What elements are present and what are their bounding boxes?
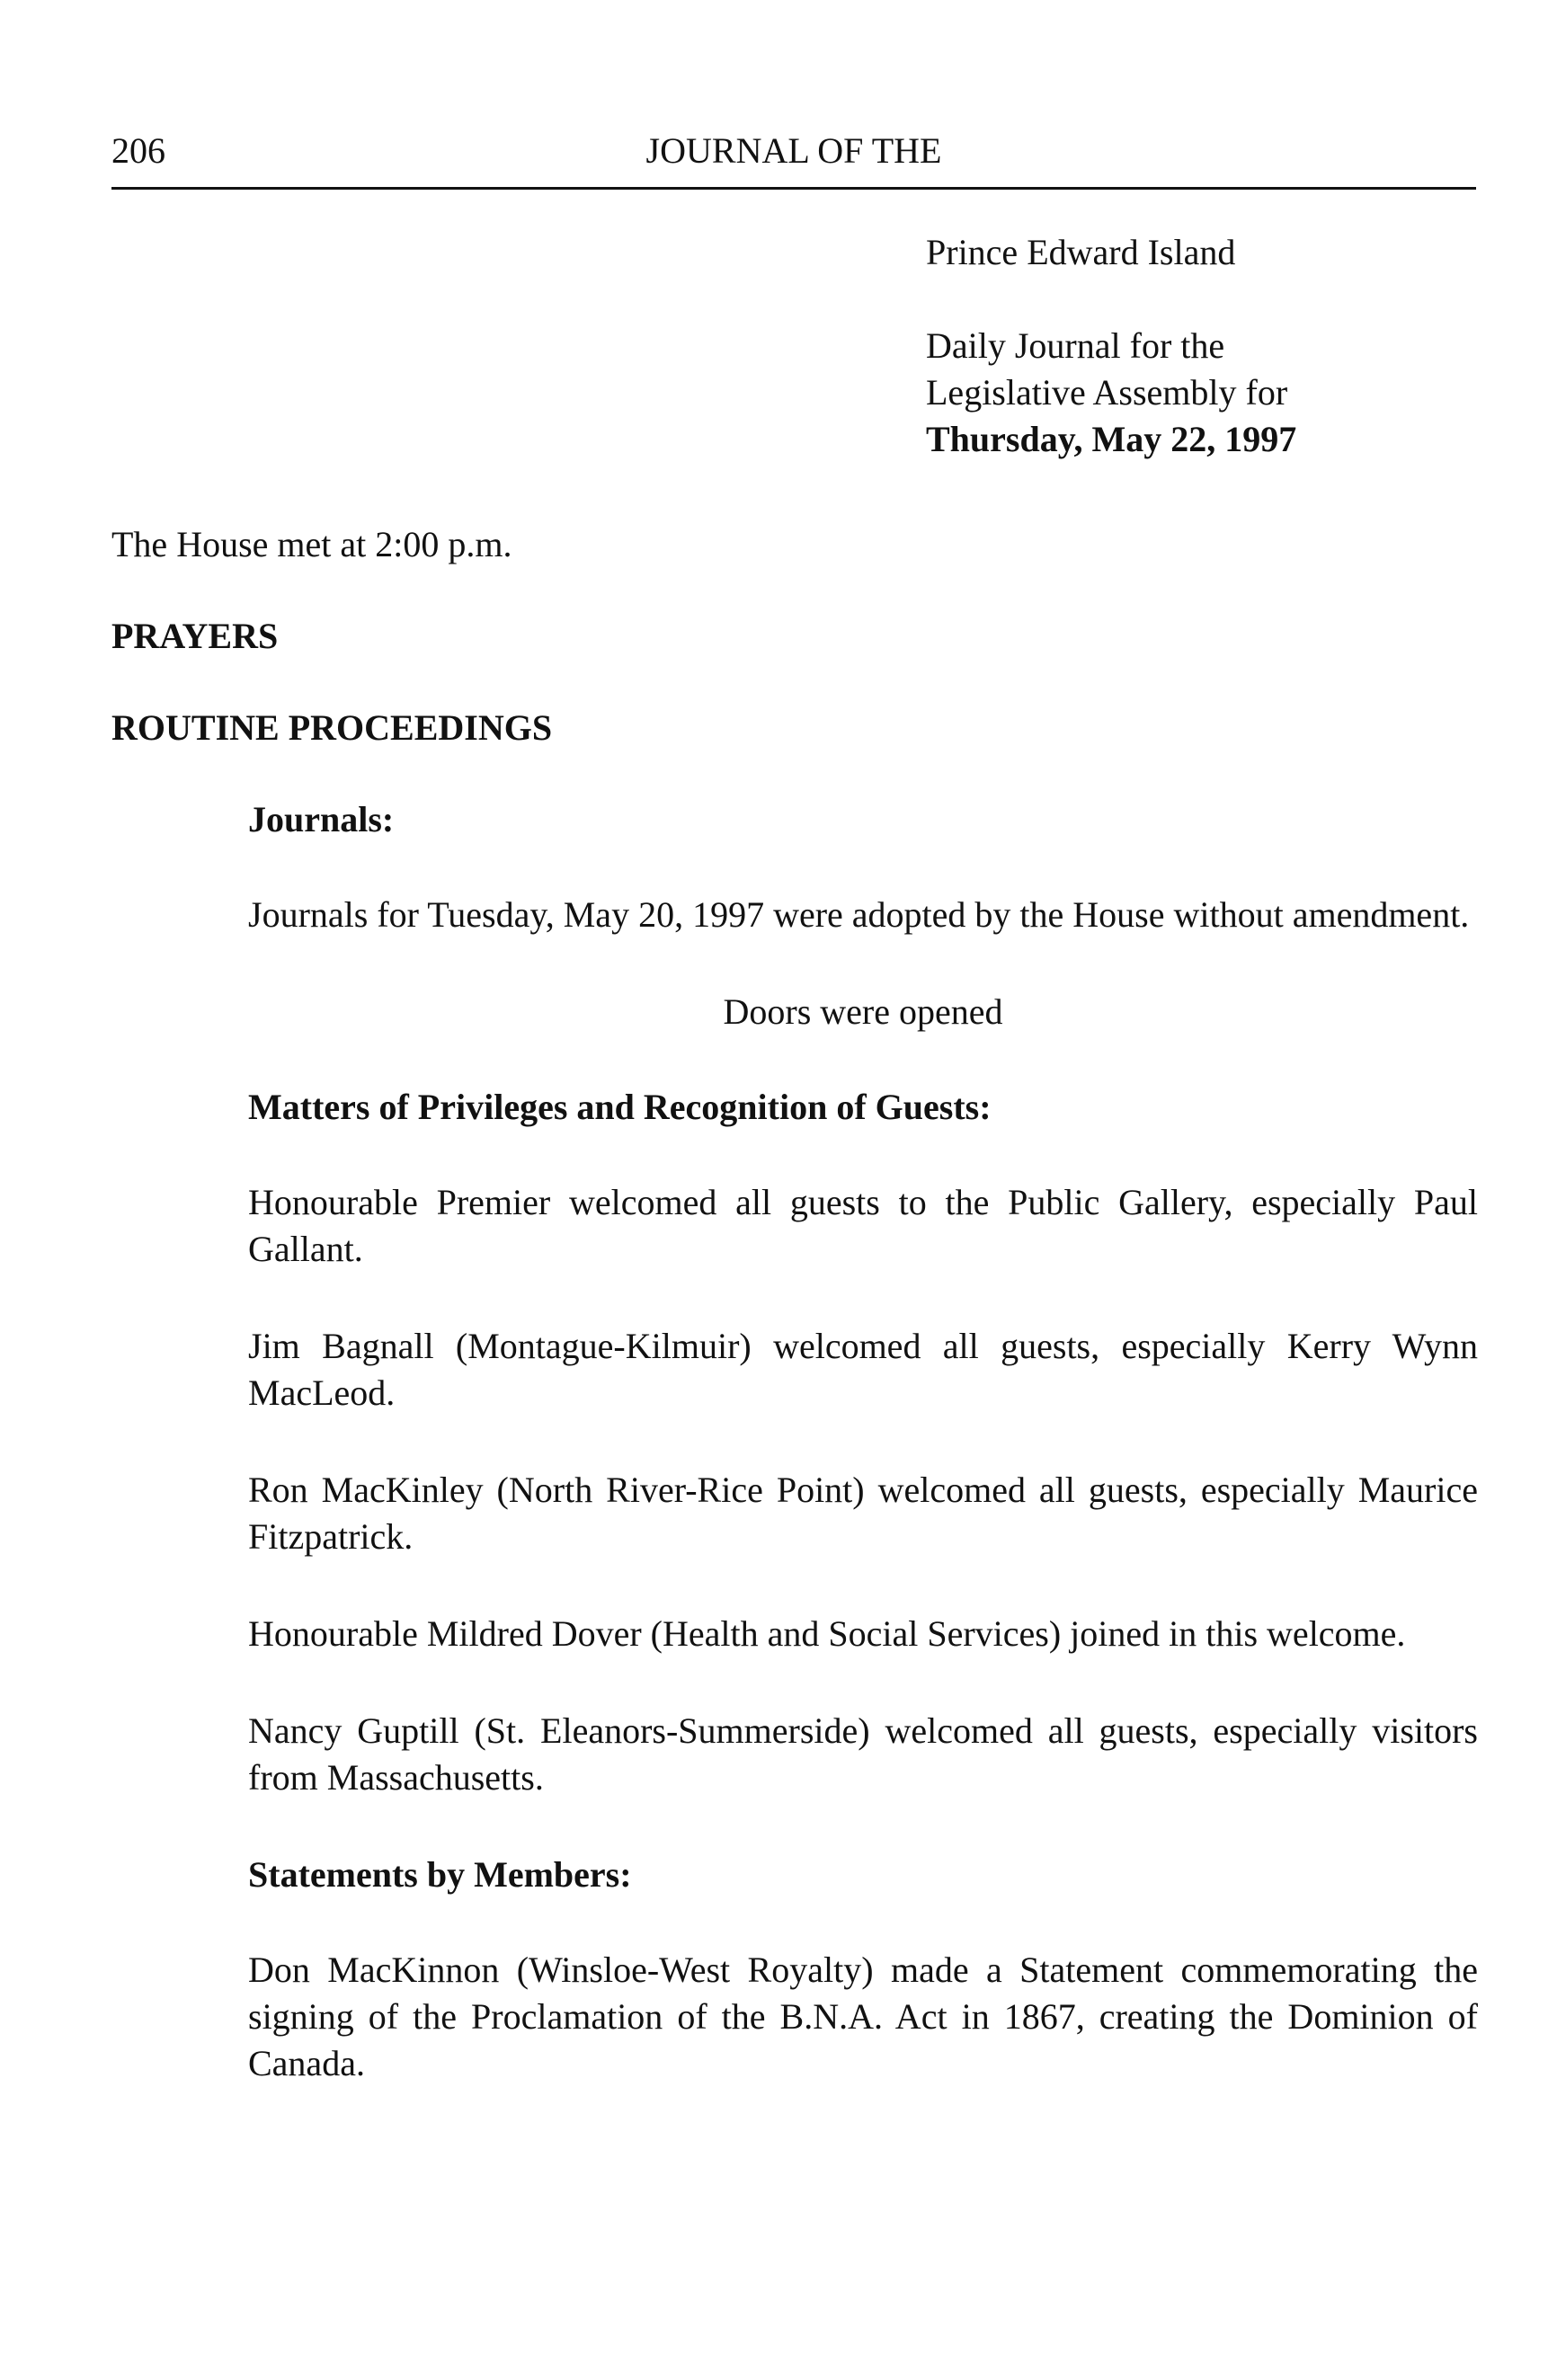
prayers-heading: PRAYERS <box>111 616 279 656</box>
journals-heading: Journals: <box>248 799 395 839</box>
journal-date: Thursday, May 22, 1997 <box>926 419 1297 459</box>
journal-body <box>111 521 1478 2137</box>
guests-section <box>111 1084 1478 2087</box>
region-name: Prince Edward Island <box>926 232 1236 272</box>
doors-opened-text: Doors were opened <box>723 991 1003 1032</box>
journal-title-line-1: Daily Journal for the <box>926 325 1225 366</box>
statement-paragraph: Don MacKinnon (Winsloe-West Royalty) made a Statement commemorating the signing of the Proclamation of the B.N.A. Act in 1867, creating the Dominion of Canada. <box>248 1949 1478 2083</box>
journals-paragraph: Journals for Tuesday, May 20, 1997 were adopted by the House without amendment. <box>248 894 1470 935</box>
statements-heading: Statements by Members: <box>248 1854 632 1895</box>
house-met-text: The House met at 2:00 p.m. <box>111 524 512 564</box>
guest-paragraph: Honourable Premier welcomed all guests to the Public Gallery, especially Paul Gallant. <box>248 1182 1478 1269</box>
running-head: JOURNAL OF THE <box>645 130 942 171</box>
privileges-heading: Matters of Privileges and Recognition of Guests: <box>248 1087 992 1127</box>
routine-proceedings-heading: ROUTINE PROCEEDINGS <box>111 707 553 748</box>
proceedings-section <box>111 796 1478 938</box>
guest-paragraph: Honourable Mildred Dover (Health and Social Services) joined in this welcome. <box>248 1613 1406 1654</box>
page-number: 206 <box>111 130 165 171</box>
journal-meta <box>926 229 1501 463</box>
guest-paragraph: Nancy Guptill (St. Eleanors-Summerside) welcomed all guests, especially visitors from Massachusetts. <box>248 1710 1478 1798</box>
journal-title-line-2: Legislative Assembly for <box>926 372 1288 413</box>
guest-paragraph: Ron MacKinley (North River-Rice Point) welcomed all guests, especially Maurice Fitzpatrick. <box>248 1470 1478 1557</box>
guest-paragraph: Jim Bagnall (Montague-Kilmuir) welcomed all guests, especially Kerry Wynn MacLeod. <box>248 1326 1478 1413</box>
page-header <box>111 126 1476 190</box>
